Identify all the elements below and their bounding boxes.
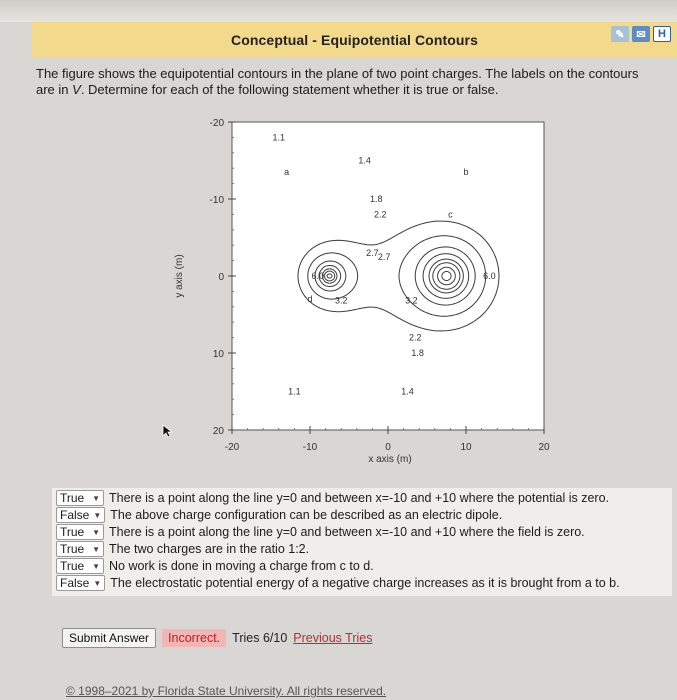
answer-select-value: False [60, 575, 90, 590]
point-label: a [284, 167, 290, 178]
contour-label: 2.2 [409, 332, 422, 343]
contour-label: 1.8 [411, 348, 424, 358]
y-tick-label: 10 [212, 349, 224, 360]
y-tick-label: -20 [209, 118, 224, 129]
answer-statement: The above charge configuration can be described as an electric dipole. [110, 508, 503, 522]
point-label: c [448, 209, 453, 220]
problem-unit: V [72, 82, 81, 97]
answer-row [56, 558, 666, 575]
page-title: Conceptual - Equipotential Contours [231, 32, 478, 48]
contour-label: 1.4 [358, 155, 371, 166]
contour-label: 3.2 [334, 295, 348, 306]
x-tick-label: -20 [224, 442, 240, 453]
contour-label: 6.0 [483, 271, 496, 281]
answers-panel [52, 488, 672, 596]
chevron-down-icon: ▼ [92, 493, 100, 503]
point-label: b [463, 167, 469, 178]
mouse-cursor-icon [162, 424, 174, 438]
contour-label: 1.4 [401, 386, 414, 397]
help-icon[interactable]: H [653, 26, 671, 42]
answer-statement: There is a point along the line y=0 and between x=-10 and +10 where the potential is zero. [109, 491, 609, 505]
problem-text-1: The figure shows the equipotential contours in the plane of two point charges. The labels on the contours are in [36, 66, 639, 97]
answer-select-value: True [60, 558, 85, 573]
submit-answer-button[interactable]: Submit Answer [62, 628, 156, 648]
x-tick-label: -10 [302, 442, 318, 453]
chevron-down-icon: ▼ [92, 544, 100, 554]
answer-row [56, 541, 666, 558]
contour-label: 1.8 [370, 194, 383, 204]
answer-row [56, 507, 666, 524]
footer-copyright: © 1998–2021 by Florida State University. All rights reserved. [66, 684, 387, 698]
answer-select-value: False [60, 507, 90, 522]
y-axis-label: y axis (m) [174, 254, 185, 298]
x-tick-label: 20 [538, 442, 550, 453]
answer-row [56, 490, 666, 507]
y-tick-label: 20 [212, 426, 224, 437]
mail-icon[interactable]: ✉ [632, 26, 650, 42]
problem-title-bar [32, 22, 677, 58]
answer-statement: No work is done in moving a charge from c to d. [109, 559, 374, 573]
point-label: d [307, 294, 313, 305]
contour-chart [160, 112, 580, 476]
answer-statement: The two charges are in the ratio 1:2. [109, 542, 310, 556]
answer-select[interactable] [56, 541, 104, 557]
answer-select[interactable] [56, 524, 104, 540]
answer-statement: There is a point along the line y=0 and between x=-10 and +10 where the field is zero. [109, 525, 585, 539]
answer-statement: The electrostatic potential energy of a negative charge increases as it is brought from a to b. [110, 576, 620, 590]
chevron-down-icon: ▼ [93, 510, 102, 520]
plot-area [232, 122, 544, 430]
answer-select-value: True [60, 524, 85, 539]
x-axis-label: x axis (m) [368, 454, 412, 465]
pencil-icon[interactable]: ✎ [611, 26, 629, 42]
chevron-down-icon: ▼ [92, 527, 100, 537]
previous-tries-link[interactable]: Previous Tries [293, 631, 373, 645]
title-icons [611, 26, 671, 42]
contour-label: 6.0 [311, 271, 325, 281]
answer-row [56, 524, 666, 541]
problem-text-2: . Determine for each of the following statement whether it is true or false. [80, 82, 499, 97]
contour-label: 2.2 [373, 209, 387, 220]
contour-label: 3.2 [405, 295, 418, 306]
contour-label: 2.7 [366, 247, 379, 258]
submit-row [62, 628, 372, 648]
contour-figure [160, 112, 580, 476]
answer-select-value: True [60, 541, 85, 556]
x-tick-label: 10 [460, 442, 472, 453]
answer-select[interactable] [56, 575, 105, 591]
answer-select[interactable] [56, 507, 105, 523]
contour-label: 2.7 [377, 251, 391, 262]
y-tick-label: -10 [209, 195, 224, 206]
browser-top-strip [0, 0, 677, 22]
tries-count: Tries 6/10 [232, 631, 288, 645]
answer-row [56, 575, 666, 592]
y-tick-label: 0 [218, 272, 224, 283]
answer-select[interactable] [56, 558, 104, 574]
x-tick-label: 0 [385, 442, 391, 453]
chevron-down-icon: ▼ [92, 561, 100, 571]
answer-select-value: True [60, 490, 85, 505]
contour-label: 1.1 [288, 386, 301, 397]
answer-select[interactable] [56, 490, 104, 506]
status-badge: Incorrect. [162, 629, 226, 647]
contour-label: 1.1 [272, 132, 286, 143]
problem-statement [36, 66, 656, 98]
chevron-down-icon: ▼ [93, 578, 102, 588]
